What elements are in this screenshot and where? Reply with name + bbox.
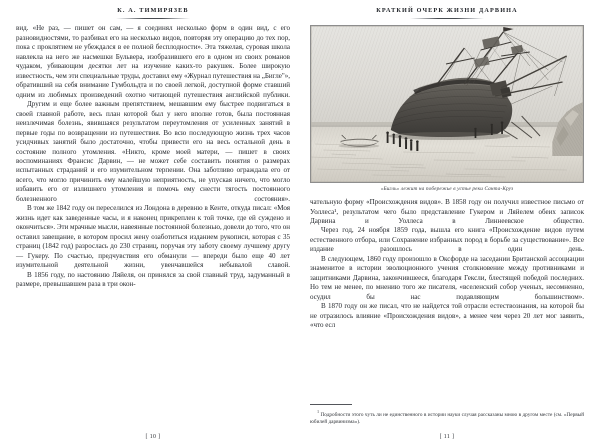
paragraph: вид. «Не раз, — пишет он сам, — я соединял несколько форм в один вид, с его разновидностями, то разбивал его на несколько видов, повторяя эту операцию до тех пор, пока с проклятием не убеждался в ее полной бесплодности». Эта тяжелая, суровая школа навлекла на него же насмешки Бульвера, изобразившего его в одном из своих романов чудаком, убивающим десятки лет на изучение каких-то ракушек. Более широкую известность, чем эти специальные труды, доставил ему «Журнал путешествия на „Бигле"», обративший на себя внимание Гумбольдта и по своей легкой, доступной форме ставший одним из любимых произведений охотно читающей путешествия английской публики. [16, 24, 290, 99]
right-text-column [310, 198, 584, 401]
footnote-separator [310, 404, 352, 405]
left-running-head: К. А. ТИМИРЯЗЕВ [117, 7, 189, 14]
footnote-marker: 1 [317, 409, 320, 415]
footnote-body: Подробности этого чуть ли не единственного в истории науки случая рассказаны мною в другом месте (см. «Первый юбилей дарвинизма»). [310, 412, 585, 425]
left-head-rule [116, 17, 190, 20]
footnote-text [310, 408, 584, 426]
right-running-head: КРАТКИЙ ОЧЕРК ЖИЗНИ ДАРВИНА [376, 7, 518, 14]
paragraph: В 1870 году он же писал, что не найдется той отрасли естествознания, на которой бы не отразилось влияние «Происхождения видов», а менее чем через 20 лет мог заявить, «что есл [310, 302, 584, 330]
beagle-engraving-image [311, 26, 583, 182]
right-folio: [ 11 ] [439, 434, 455, 440]
beagle-figure [310, 25, 584, 193]
figure-caption: «Бигль» лежит на побережье в устье реки Санта-Круз [380, 186, 514, 193]
paragraph: Другим и еще более важным препятствием, мешавшим ему быстрее подвигаться в своей главной работе, весь план которой был у него вполне готов, была постоянная неизлечимая болезнь, явившаяся результатом переутомления от усиленных занятий в первые годы по возвращении из путешествия. Во всю последующую жизнь трех часов усидчивых занятий было достаточно, чтобы привести его на весь остальной день в состояние полного утомления. «Никто, кроме моей матери, — пишет в своих воспоминаниях Франсис Дарвин, — не может себе составить понятия о размерах испытанных страданий и его изумительном терпении. Она заботливо ограждала его от всего, что могло причинить ему малейшую неприятность, не упуская ничего, что могло избавить его от излишнего утомления и помочь ему снести тягость постоянного болезненного состояния». [16, 100, 290, 203]
paragraph: В следующем, 1860 году произошло в Оксфорде на заседании Британской ассоциации знаменитое в истории эволюционного учения столкновение между противниками и защитниками Дарвина, закончившееся, благодаря Гексли, блестящей победой последних. Но тем не менее, по мнению того же писателя, «вселенский собор ученых, несомненно, осудил бы нас подавляющим большинством». [310, 254, 584, 301]
beagle-engraving-frame [310, 25, 584, 183]
paragraph: В том же 1842 году он переселился из Лондона в деревню в Кенте, откуда писал: «Моя жизнь идет как заведенные часы, и я наконец прикреплен к той точке, где ей суждено и окончиться». Эти мрачные мысли, навеянные постоянной болезнью, довели до того, что он оставил завещание, в котором просил жену озаботиться изданием рукописи, которая с 35 страниц (1842 год) разрослась до 230 страниц, поручая эту заботу своему лучшему другу — Гукеру. По счастью, предчувствия его обманули — впереди было еще 40 лет изумительной деятельной жизни, увенчавшейся небывалой славой. [16, 204, 290, 270]
left-text-column [16, 24, 290, 426]
paragraph: чательную форму «Происхождения видов». В 1858 году он получил известное письмо от Уоллеса¹, результатом чего было представление Гукером и Ляйелем обеих записок Дарвина и Уоллеса в Линнеевское общество. [310, 198, 584, 225]
right-head-rule [410, 17, 484, 20]
paragraph: Через год, 24 ноября 1859 года, вышла его книга «Происхождение видов путем естественного отбора, или Сохранение избранных пород в борьбе за существование». Все издание разошлось в один день. [310, 226, 584, 254]
right-page [300, 0, 600, 448]
left-folio: [ 10 ] [145, 434, 161, 440]
footnote [310, 401, 584, 426]
paragraph: В 1856 году, по настоянию Ляйеля, он принялся за свой главный труд, задуманный в размере, превышавшем раза в три окон- [16, 270, 290, 289]
